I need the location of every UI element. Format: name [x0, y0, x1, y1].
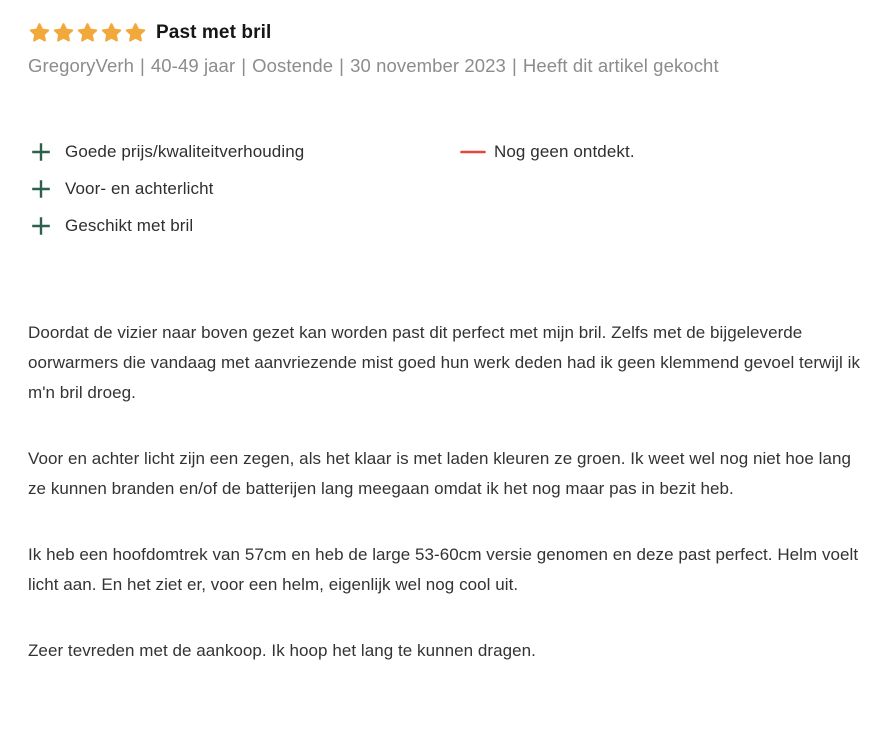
review-age-range: 40-49 jaar [150, 55, 236, 76]
pro-label: Goede prijs/kwaliteitverhouding [65, 142, 305, 161]
meta-separator: | [511, 55, 517, 76]
pro-item [28, 137, 460, 167]
review-body [28, 318, 866, 666]
review-meta [28, 55, 857, 77]
star-icon [28, 21, 51, 45]
pro-item [28, 174, 460, 204]
review-location: Oostende [252, 55, 334, 76]
plus-icon [31, 216, 51, 236]
meta-separator: | [140, 55, 145, 76]
verified-purchase-badge: Heeft dit artikel gekocht [522, 55, 719, 76]
cons-list [460, 137, 857, 248]
con-item [460, 137, 857, 167]
review-title: Past met bril [156, 22, 272, 43]
review-paragraph: Zeer tevreden met de aankoop. Ik hoop het lang te kunnen dragen. [28, 641, 536, 660]
review-author: GregoryVerh [28, 55, 134, 76]
con-label: Nog geen ontdekt. [494, 142, 635, 161]
pro-label: Voor- en achterlicht [65, 179, 214, 198]
star-rating [28, 21, 147, 45]
minus-icon [460, 142, 486, 162]
review-paragraph: Doordat de vizier naar boven gezet kan worden past dit perfect met mijn bril. Zelfs met de bijgeleverde oorwarmers die vandaag met aanvriezende mist goed hun werk deden had ik geen klemmend gevoel terwijl ik m'n bril droeg. [28, 323, 860, 402]
pro-label: Geschikt met bril [65, 216, 194, 235]
meta-separator: | [339, 55, 345, 76]
star-icon [52, 21, 75, 45]
plus-icon [31, 179, 51, 199]
star-icon [100, 21, 123, 45]
review-date: 30 november 2023 [350, 55, 506, 76]
pros-cons-section [28, 137, 857, 248]
review-paragraph: Voor en achter licht zijn een zegen, als het klaar is met laden kleuren ze groen. Ik weet wel nog niet hoe lang ze kunnen branden en/of de batterijen lang meegaan omdat ik het nog maar pas in bezit heb. [28, 449, 851, 498]
star-icon [124, 21, 147, 45]
star-icon [76, 21, 99, 45]
pros-list [28, 137, 460, 248]
review-header [28, 21, 857, 45]
review-paragraph: Ik heb een hoofdomtrek van 57cm en heb de large 53-60cm versie genomen en deze past perfect. Helm voelt licht aan. En het ziet er, voor een helm, eigenlijk wel nog cool uit. [28, 545, 859, 594]
pro-item [28, 211, 460, 241]
plus-icon [31, 142, 51, 162]
meta-separator: | [241, 55, 247, 76]
